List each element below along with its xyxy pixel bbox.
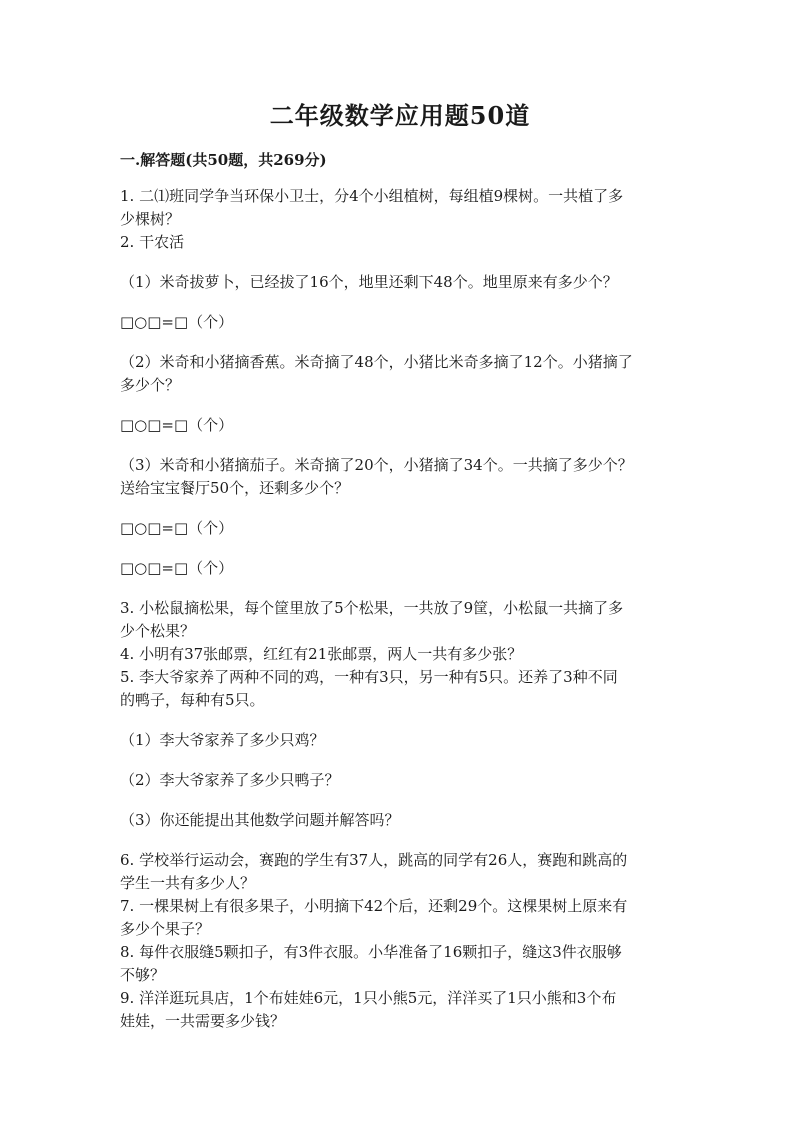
question-2-part-1: （1）米奇拔萝卜，已经拔了16个，地里还剩下48个。地里原来有多少个？ <box>120 273 618 291</box>
question-2-header: 2. 干农活 <box>120 233 185 251</box>
question-1 <box>120 185 686 231</box>
section-header: 一.解答题(共50题，共269分) <box>120 151 327 169</box>
question-7-line-2: 多少个果子？ <box>120 920 211 938</box>
question-2-part-3-line-2: 送给宝宝餐厅50个，还剩多少个？ <box>120 479 350 497</box>
question-6-line-2: 学生一共有多少人？ <box>120 874 256 892</box>
question-5-part-3: （3）你还能提出其他数学问题并解答吗？ <box>120 811 400 829</box>
question-5-part-2: （2）李大爷家养了多少只鸭子？ <box>120 771 340 789</box>
question-2-blank-2: □○□=□（个） <box>120 416 234 434</box>
question-2 <box>120 231 686 580</box>
question-3-line-2: 少个松果？ <box>120 622 196 640</box>
question-7-line-1: 7. 一棵果树上有很多果子，小明摘下42个后，还剩29个。这棵果树上原来有 <box>120 897 628 915</box>
question-5-line-2: 的鸭子，每种有5只。 <box>120 691 265 709</box>
question-3-line-1: 3. 小松鼠摘松果，每个筐里放了5个松果，一共放了9筐，小松鼠一共摘了多 <box>120 599 624 617</box>
question-9-line-2: 娃娃，一共需要多少钱？ <box>120 1012 286 1030</box>
question-4 <box>120 643 686 666</box>
question-2-blank-3: □○□=□（个） <box>120 519 234 537</box>
question-5-part-1: （1）李大爷家养了多少只鸡？ <box>120 731 325 749</box>
question-8-line-2: 不够？ <box>120 966 166 984</box>
question-2-blank-1: □○□=□（个） <box>120 313 234 331</box>
question-1-line-2: 少棵树？ <box>120 210 181 228</box>
question-5 <box>120 666 686 832</box>
question-list <box>120 185 686 1033</box>
question-2-part-2-line-1: （2）米奇和小猪摘香蕉。米奇摘了48个，小猪比米奇多摘了12个。小猪摘了 <box>120 353 633 371</box>
question-5-line-1: 5. 李大爷家养了两种不同的鸡，一种有3只，另一种有5只。还养了3种不同 <box>120 668 618 686</box>
page-title: 二年级数学应用题50道 <box>269 101 531 130</box>
question-8 <box>120 941 686 987</box>
question-6 <box>120 849 686 895</box>
question-2-part-2-line-2: 多少个？ <box>120 376 181 394</box>
question-9 <box>120 987 686 1033</box>
question-2-blank-4: □○□=□（个） <box>120 559 234 577</box>
question-6-line-1: 6. 学校举行运动会，赛跑的学生有37人，跳高的同学有26人，赛跑和跳高的 <box>120 851 628 869</box>
question-3 <box>120 597 686 643</box>
question-4-line-1: 4. 小明有37张邮票，红红有21张邮票，两人一共有多少张？ <box>120 645 523 663</box>
question-8-line-1: 8. 每件衣服缝5颗扣子，有3件衣服。小华准备了16颗扣子，缝这3件衣服够 <box>120 943 622 961</box>
question-9-line-1: 9. 洋洋逛玩具店，1个布娃娃6元，1只小熊5元，洋洋买了1只小熊和3个布 <box>120 989 617 1007</box>
question-7 <box>120 895 686 941</box>
question-2-part-3-line-1: （3）米奇和小猪摘茄子。米奇摘了20个，小猪摘了34个。一共摘了多少个？ <box>120 456 633 474</box>
question-1-line-1: 1. 二⑴班同学争当环保小卫士，分4个小组植树，每组植9棵树。一共植了多 <box>120 187 624 205</box>
